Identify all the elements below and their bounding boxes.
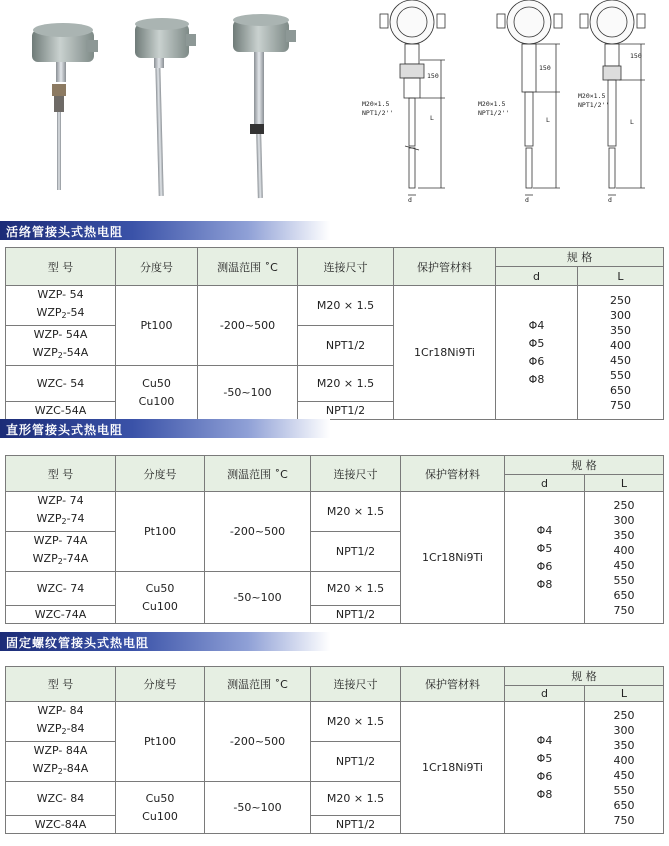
model-cell: WZP- 74A WZP2-74A [6, 532, 116, 572]
header-d: d [505, 686, 585, 702]
division-cu: Cu50 Cu100 [116, 572, 205, 624]
conn-npt: NPT1/2 [311, 606, 401, 624]
dim-d-3: d [608, 196, 612, 204]
spec-table-3 [5, 666, 664, 834]
division-cu: Cu50 Cu100 [116, 782, 205, 834]
division-pt: Pt100 [116, 492, 205, 572]
conn-m20: M20 × 1.5 [298, 366, 394, 402]
dim-L-2: L [546, 116, 550, 124]
section-title: 活络管接头式热电阻 [6, 225, 124, 239]
conn-npt: NPT1/2 [311, 816, 401, 834]
dim-L-3: L [630, 118, 634, 126]
dim-npt-1: NPT1/2'' [362, 109, 394, 117]
range-pt: -200~500 [205, 492, 311, 572]
dim-d-2: d [525, 196, 529, 204]
section-banner-1 [0, 221, 330, 240]
range-cu: -50~100 [205, 782, 311, 834]
section-banner-2 [0, 419, 330, 438]
header-division: 分度号 [116, 248, 198, 286]
header-connection: 连接尺寸 [311, 667, 401, 702]
conn-npt: NPT1/2 [298, 326, 394, 366]
dim-d-1: d [408, 196, 412, 204]
dim-L-1: L [430, 114, 434, 122]
header-d: d [505, 475, 585, 492]
conn-m20: M20 × 1.5 [311, 782, 401, 816]
model-cell: WZP- 54 WZP2-54 [6, 286, 116, 326]
model-cell: WZP- 84A WZP2-84A [6, 742, 116, 782]
header-division: 分度号 [116, 667, 205, 702]
model-cell: WZP- 74 WZP2-74 [6, 492, 116, 532]
header-material: 保护管材料 [401, 667, 505, 702]
conn-m20: M20 × 1.5 [298, 286, 394, 326]
header-connection: 连接尺寸 [311, 456, 401, 492]
dim-thread-2: M20×1.5 [478, 100, 506, 108]
header-L: L [585, 475, 664, 492]
header-model: 型 号 [6, 248, 116, 286]
dim-150-3: 150 [630, 52, 642, 60]
diameter-list: Φ4 Φ5 Φ6 Φ8 [496, 286, 578, 420]
model-cell: WZP- 84 WZP2-84 [6, 702, 116, 742]
model-cell: WZC-74A [6, 606, 116, 624]
header-connection: 连接尺寸 [298, 248, 394, 286]
header-L: L [578, 267, 664, 286]
material-cell: 1Cr18Ni9Ti [401, 492, 505, 624]
dim-150-2: 150 [539, 64, 551, 72]
header-range: 测温范围 ˚C [198, 248, 298, 286]
header-spec: 规 格 [505, 667, 664, 686]
diameter-list: Φ4 Φ5 Φ6 Φ8 [505, 702, 585, 834]
dim-150-1: 150 [427, 72, 439, 80]
conn-m20: M20 × 1.5 [311, 572, 401, 606]
product-figure [0, 0, 669, 215]
division-pt: Pt100 [116, 702, 205, 782]
spec-table-2 [5, 455, 664, 624]
conn-m20: M20 × 1.5 [311, 702, 401, 742]
model-cell: WZC-84A [6, 816, 116, 834]
model-cell: WZC-54A [6, 402, 116, 420]
range-cu: -50~100 [198, 366, 298, 420]
conn-npt: NPT1/2 [311, 742, 401, 782]
division-pt: Pt100 [116, 286, 198, 366]
header-range: 测温范围 ˚C [205, 667, 311, 702]
conn-m20: M20 × 1.5 [311, 492, 401, 532]
header-spec: 规 格 [496, 248, 664, 267]
conn-npt: NPT1/2 [311, 532, 401, 572]
dim-thread-3: M20×1.5 [578, 92, 606, 100]
header-spec: 规 格 [505, 456, 664, 475]
division-cu: Cu50 Cu100 [116, 366, 198, 420]
dim-npt-2: NPT1/2'' [478, 109, 510, 117]
header-range: 测温范围 ˚C [205, 456, 311, 492]
model-cell: WZC- 74 [6, 572, 116, 606]
header-model: 型 号 [6, 667, 116, 702]
model-cell: WZC- 84 [6, 782, 116, 816]
range-cu: -50~100 [205, 572, 311, 624]
header-material: 保护管材料 [401, 456, 505, 492]
material-cell: 1Cr18Ni9Ti [401, 702, 505, 834]
conn-npt: NPT1/2 [298, 402, 394, 420]
section-title: 固定螺纹管接头式热电阻 [6, 636, 150, 650]
section-banner-3 [0, 632, 330, 651]
dim-thread-1: M20×1.5 [362, 100, 390, 108]
model-cell: WZC- 54 [6, 366, 116, 402]
range-pt: -200~500 [205, 702, 311, 782]
length-list: 250 300 350 400 450 550 650 750 [585, 492, 664, 624]
length-list: 250 300 350 400 450 550 650 750 [585, 702, 664, 834]
material-cell: 1Cr18Ni9Ti [394, 286, 496, 420]
header-material: 保护管材料 [394, 248, 496, 286]
diameter-list: Φ4 Φ5 Φ6 Φ8 [505, 492, 585, 624]
dim-npt-3: NPT1/2'' [578, 101, 610, 109]
header-d: d [496, 267, 578, 286]
model-cell: WZP- 54A WZP2-54A [6, 326, 116, 366]
spec-table-1 [5, 247, 664, 420]
section-title: 直形管接头式热电阻 [6, 423, 124, 437]
length-list: 250 300 350 400 450 550 650 750 [578, 286, 664, 420]
header-division: 分度号 [116, 456, 205, 492]
header-model: 型 号 [6, 456, 116, 492]
header-L: L [585, 686, 664, 702]
range-pt: -200~500 [198, 286, 298, 366]
